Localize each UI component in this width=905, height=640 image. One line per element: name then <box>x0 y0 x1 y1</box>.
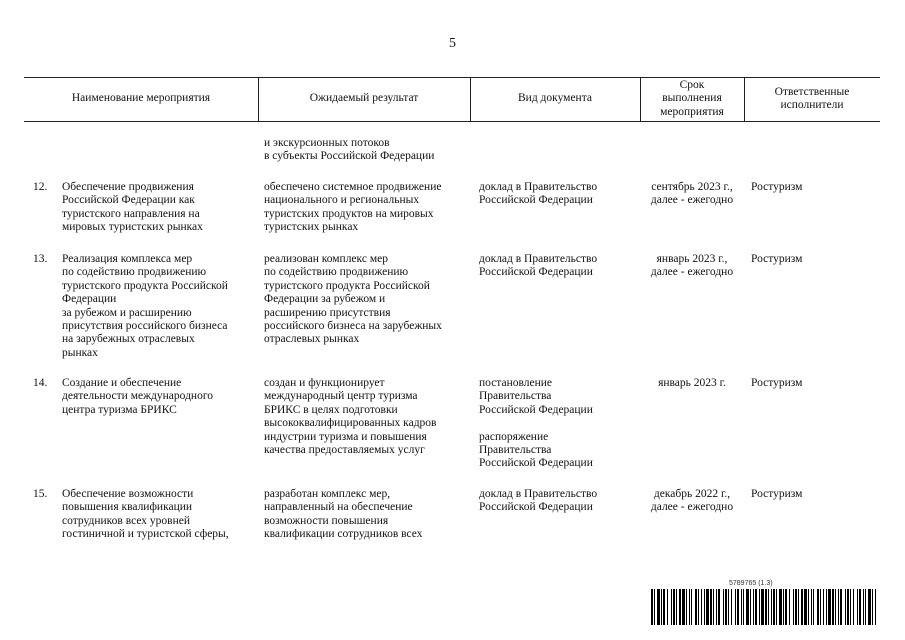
row-name: Реализация комплекса мер по содействию продвижению туристского продукта Российской Федерации за рубежом и расширению присутствия российского бизнеса на зарубежных отраслевых рынках <box>62 253 228 359</box>
row-name: Обеспечение возможности повышения квалификации сотрудников всех уровней гостиничной и туристской сферы, <box>62 488 229 541</box>
page-number: 5 <box>449 36 456 51</box>
row-doc-type: доклад в Правительство Российской Федерации <box>479 253 598 279</box>
row-deadline: декабрь 2022 г., далее - ежегодно <box>650 488 734 514</box>
header-responsible: Ответственные исполнители <box>774 85 850 111</box>
row-doc-type: доклад в Правительство Российской Федерации <box>479 181 598 207</box>
row-number: 13. <box>33 253 48 265</box>
row-doc-type: постановление Правительства Российской Федерации распоряжение Правительства Российской Федерации <box>479 377 593 470</box>
row-deadline: сентябрь 2023 г., далее - ежегодно <box>650 181 734 207</box>
row-number: 12. <box>33 181 48 193</box>
barcode <box>651 589 880 625</box>
header-result: Ожидаемый результат <box>309 92 419 105</box>
row-result: обеспечено системное продвижение национального и региональных туристских продуктов на мировых туристских рынках <box>264 181 442 234</box>
header-bottom-rule <box>24 121 880 122</box>
row-number: 15. <box>33 488 48 500</box>
header-doc-type: Вид документа <box>518 92 592 105</box>
row-responsible: Ростуризм <box>751 488 803 500</box>
header-deadline: Срок выполнения мероприятия <box>660 78 724 118</box>
row-deadline: январь 2023 г. <box>658 377 726 389</box>
row-responsible: Ростуризм <box>751 181 803 193</box>
row-deadline: январь 2023 г., далее - ежегодно <box>650 253 734 279</box>
barcode-label: 5789765 (1.3) <box>729 580 773 587</box>
row-name: Обеспечение продвижения Российской Федерации как туристского направления на мировых туристских рынках <box>62 181 203 234</box>
row-doc-type: доклад в Правительство Российской Федерации <box>479 488 598 514</box>
continuation-result: и экскурсионных потоков в субъекты Российской Федерации <box>264 137 435 163</box>
row-result: разработан комплекс мер, направленный на обеспечение возможности повышения квалификации сотрудников всех <box>264 488 423 541</box>
row-responsible: Ростуризм <box>751 253 803 265</box>
header-name: Наименование мероприятия <box>71 92 211 105</box>
row-result: создан и функционирует международный центр туризма БРИКС в целях подготовки высококвалифицированных кадров индустрии туризма и повышения качества предоставляемых услуг <box>264 377 437 457</box>
row-result: реализован комплекс мер по содействию продвижению туристского продукта Российской Федерации за рубежом и расширению присутствия российского бизнеса на зарубежных отраслевых рынках <box>264 253 442 346</box>
row-number: 14. <box>33 377 48 389</box>
row-responsible: Ростуризм <box>751 377 803 389</box>
row-name: Создание и обеспечение деятельности международного центра туризма БРИКС <box>62 377 213 416</box>
